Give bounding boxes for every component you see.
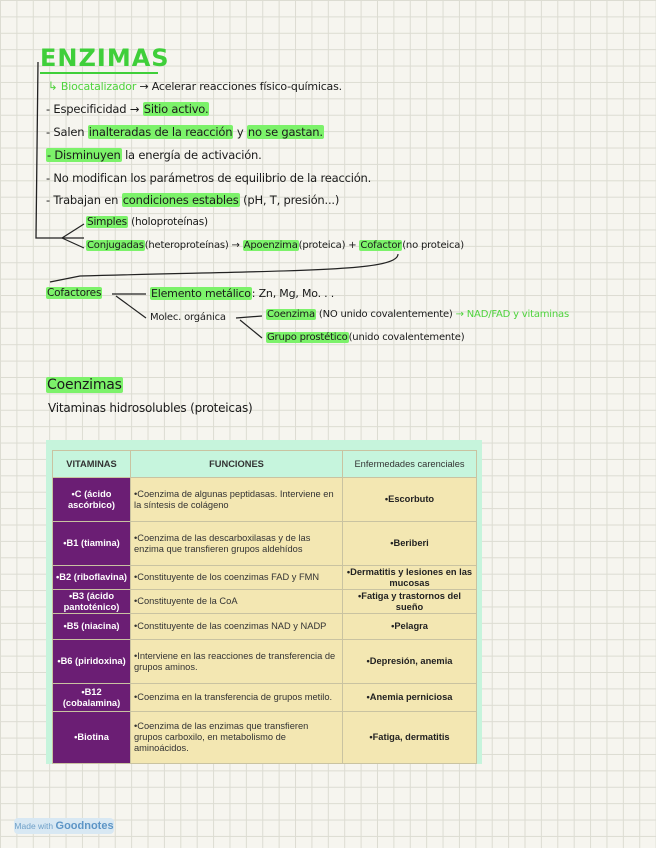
title-underline: [40, 72, 158, 74]
apoenzima-highlight: Apoenzima: [243, 240, 298, 251]
salen-line: [46, 125, 324, 139]
vitamina-cell: •C (ácido ascórbico): [53, 478, 131, 522]
funcion-cell: •Coenzima de algunas peptidasas. Interviene en la síntesis de colágeno: [131, 478, 343, 522]
funcion-cell: •Coenzima de las enzimas que transfieren grupos carboxilo, en metabolismo de aminoácidos.: [131, 712, 343, 764]
goodnotes-badge: [14, 818, 114, 834]
vitamina-cell: •B2 (riboflavina): [53, 566, 131, 590]
especificidad-text: - Especificidad →: [46, 102, 140, 116]
goodnotes-logo-text: Goodnotes: [55, 820, 114, 832]
disminuyen-text: la energía de activación.: [125, 148, 262, 162]
grupo-prostetico-line: [266, 332, 464, 343]
elemento-metalico-line: [150, 287, 334, 300]
header-funciones: FUNCIONES: [131, 451, 343, 478]
cofactor-text: (no proteica): [402, 240, 464, 251]
enfermedad-cell: •Fatiga, dermatitis: [343, 712, 477, 764]
header-vitaminas: VITAMINAS: [53, 451, 131, 478]
coenzimas-heading: [46, 377, 123, 393]
enfermedad-cell: •Escorbuto: [343, 478, 477, 522]
sitio-activo-highlight: Sitio activo.: [143, 102, 209, 116]
enfermedad-cell: •Pelagra: [343, 614, 477, 640]
vitamina-cell: •Biotina: [53, 712, 131, 764]
cofactor-highlight: Cofactor: [360, 240, 402, 251]
vitaminas-hidrosolubles-line: Vitaminas hidrosolubles (proteicas): [48, 401, 253, 415]
enfermedad-cell: •Dermatitis y lesiones en las mucosas: [343, 566, 477, 590]
simples-highlight: Simples: [87, 216, 127, 228]
funcion-cell: •Constituyente de las coenzimas NAD y NADP: [131, 614, 343, 640]
vitamina-cell: •B3 (ácido pantoténico): [53, 590, 131, 614]
trabajan-rest-text: (pH, T, presión...): [243, 193, 340, 207]
conjugadas-highlight: Conjugadas: [87, 240, 144, 251]
molec-organica-label: Molec. orgánica: [150, 312, 226, 323]
coenzimas-highlight: Coenzimas: [47, 377, 122, 393]
disminuyen-line: [46, 148, 262, 162]
funcion-cell: •Interviene en las reacciones de transferencia de grupos aminos.: [131, 640, 343, 684]
grupo-prostetico-text: (unido covalentemente): [348, 332, 465, 343]
trabajan-line: [46, 193, 339, 207]
vitamins-table-card: [46, 440, 482, 764]
vitamins-table: [52, 450, 477, 764]
table-row: [53, 590, 477, 614]
enfermedad-cell: •Fatiga y trastornos del sueño: [343, 590, 477, 614]
elemento-metalico-text: : Zn, Mg, Mo. . .: [251, 287, 335, 300]
table-header-row: [53, 451, 477, 478]
inalteradas-highlight: inalteradas de la reacción: [88, 125, 233, 139]
biocatalizador-line: ↳ Biocatalizador → Acelerar reacciones físico-químicas.: [48, 79, 342, 93]
vitamina-cell: •B12 (cobalamina): [53, 684, 131, 712]
salen-mid-text: y: [236, 125, 244, 139]
salen-text: - Salen: [46, 125, 85, 139]
especificidad-line: [46, 102, 209, 116]
simples-text: (holoproteínas): [131, 216, 208, 228]
funcion-cell: •Coenzima en la transferencia de grupos metilo.: [131, 684, 343, 712]
table-row: [53, 684, 477, 712]
header-enfermedades: Enfermedades carenciales: [343, 451, 477, 478]
coenzima-highlight: Coenzima: [267, 309, 315, 320]
biocatalizador-label: Biocatalizador: [60, 80, 137, 93]
cofactores-highlight: Cofactores: [47, 287, 102, 299]
funcion-cell: •Constituyente de los coenzimas FAD y FMN: [131, 566, 343, 590]
biocatalizador-text: → Acelerar reacciones físico-químicas.: [139, 80, 342, 93]
enfermedad-cell: •Depresión, anemia: [343, 640, 477, 684]
coenzima-text: (NO unido covalentemente): [318, 309, 453, 320]
funcion-cell: •Coenzima de las descarboxilasas y de las enzima que transfieren grupos aldehídos: [131, 522, 343, 566]
no-se-gastan-highlight: no se gastan.: [247, 125, 323, 139]
vitamina-cell: •B5 (niacina): [53, 614, 131, 640]
elemento-metalico-highlight: Elemento metálico: [151, 287, 251, 300]
table-row: [53, 478, 477, 522]
vitamina-cell: •B1 (tiamina): [53, 522, 131, 566]
trabajan-text: - Trabajan en: [46, 193, 119, 207]
made-with-text: Made with: [14, 821, 54, 831]
no-modifican-line: - No modifican los parámetros de equilibrio de la reacción.: [46, 171, 372, 185]
grupo-prostetico-highlight: Grupo prostético: [267, 332, 348, 343]
disminuyen-highlight: - Disminuyen: [47, 148, 121, 162]
conjugadas-line: [86, 240, 464, 251]
condiciones-highlight: condiciones estables: [122, 193, 239, 207]
funcion-cell: •Constituyente de la CoA: [131, 590, 343, 614]
enfermedad-cell: •Beriberi: [343, 522, 477, 566]
cofactores-label: [46, 287, 102, 299]
page-title: ENZIMAS: [40, 44, 170, 72]
simples-line: [86, 216, 208, 228]
vitamina-cell: •B6 (piridoxina): [53, 640, 131, 684]
apoenzima-text: (proteica) +: [298, 240, 357, 251]
table-row: [53, 640, 477, 684]
table-row: [53, 566, 477, 590]
table-row: [53, 522, 477, 566]
coenzima-line: [266, 309, 569, 320]
table-row: [53, 712, 477, 764]
conjugadas-text: (heteroproteínas) →: [144, 240, 240, 251]
coenzima-green-text: → NAD/FAD y vitaminas: [455, 309, 569, 320]
table-row: [53, 614, 477, 640]
enfermedad-cell: •Anemia perniciosa: [343, 684, 477, 712]
